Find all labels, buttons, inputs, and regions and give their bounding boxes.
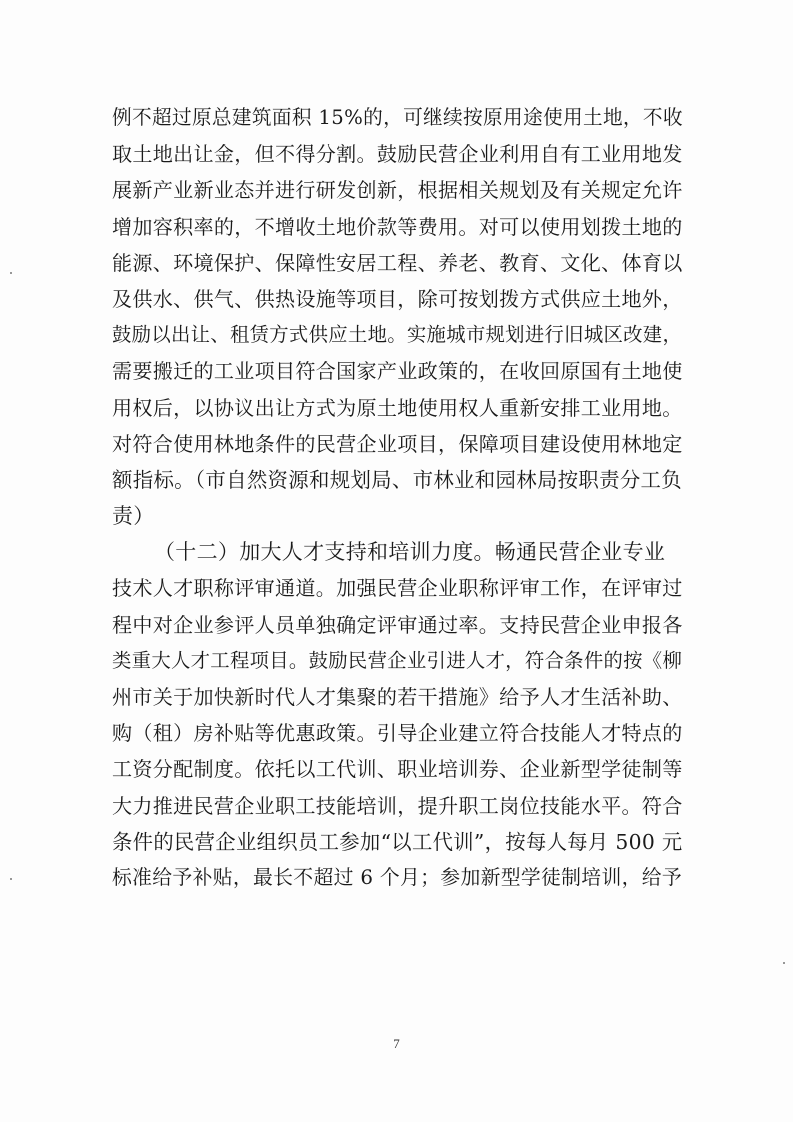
text-line: 需要搬迁的工业项目符合国家产业政策的，在收回原国有土地使 (112, 359, 683, 384)
text-line: 工资分配制度。依托以工代训、职业培训券、企业新型学徒制等 (112, 757, 683, 782)
text-line: 大力推进民营企业职工技能培训，提升职工岗位技能水平。符合 (112, 793, 683, 818)
text-line: 技术人才职称评审通道。加强民营企业职称评审工作，在评审过 (112, 576, 683, 601)
text-line: 用权后，以协议出让方式为原土地使用权人重新安排工业用地。 (112, 395, 683, 420)
text-line: 程中对企业参评人员单独确定评审通过率。支持民营企业申报各 (112, 612, 683, 637)
scan-speck (783, 962, 785, 964)
text-line: 州市关于加快新时代人才集聚的若干措施》给予人才生活补助、 (112, 685, 683, 709)
text-line: 展新产业新业态并进行研发创新，根据相关规划及有关规定允许 (112, 178, 683, 203)
text-line: 类重大人才工程项目。鼓励民营企业引进人才，符合条件的按《柳 (112, 648, 683, 672)
text-line: 例不超过原总建筑面积 15%的，可继续按原用途使用土地，不收 (112, 106, 683, 129)
text-line: 标准给予补贴，最长不超过 6 个月；参加新型学徒制培训，给予 (112, 865, 683, 889)
text-line: 取土地出让金，但不得分割。鼓励民营企业利用自有工业用地发 (112, 142, 683, 167)
text-line: 鼓励以出让、租赁方式供应土地。实施城市规划进行旧城区改建， (112, 323, 683, 347)
text-line: 对符合使用林地条件的民营企业项目，保障项目建设使用林地定 (112, 431, 683, 456)
page-number: 7 (393, 1036, 400, 1051)
text-line: 能源、环境保护、保障性安居工程、养老、教育、文化、体育以 (112, 250, 683, 275)
text-line: 增加容积率的，不增收土地价款等费用。对可以使用划拨土地的 (112, 214, 683, 239)
section-heading-line: （十二）加大人才支持和培训力度。畅通民营企业专业 (154, 540, 666, 565)
text-line: 及供水、供气、供热设施等项目，除可按划拨方式供应土地外， (112, 286, 683, 311)
text-line: 条件的民营企业组织员工参加“以工代训”，按每人每月 500 元 (112, 829, 683, 854)
text-line: 购（租）房补贴等优惠政策。引导企业建立符合技能人才特点的 (112, 721, 683, 746)
text-line: 责） (112, 504, 155, 529)
scan-speck (10, 272, 12, 274)
scan-speck (10, 878, 12, 880)
text-line: 额指标。（市自然资源和规划局、市林业和园林局按职责分工负 (112, 467, 683, 492)
body-text (112, 100, 683, 896)
